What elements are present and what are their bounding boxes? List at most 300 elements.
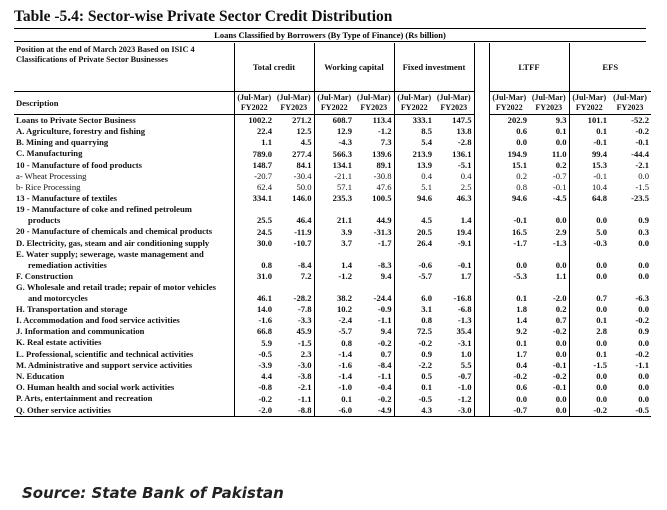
value-cell: 30.0 bbox=[256, 237, 272, 248]
value-cell: 66.8 bbox=[256, 326, 272, 337]
row-label-text: E. Water supply; sewerage, waste management and bbox=[16, 248, 204, 259]
value-cell: 46.1 bbox=[256, 292, 272, 303]
value-cell: -1.1 bbox=[635, 360, 649, 370]
value-cell: 1.1 bbox=[261, 137, 272, 148]
table-row bbox=[14, 405, 651, 417]
value-cell: -23.5 bbox=[631, 193, 649, 204]
value-cell: 13.8 bbox=[434, 126, 474, 137]
value-cell: 24.5 bbox=[256, 226, 272, 237]
value-cell: 31.0 bbox=[256, 270, 272, 281]
table-row bbox=[14, 326, 651, 337]
value-cell: -0.2 bbox=[418, 337, 432, 348]
value-cell: 0.0 bbox=[638, 393, 649, 404]
value-cell: 113.4 bbox=[354, 115, 394, 127]
value-cell: -6.8 bbox=[434, 304, 474, 315]
row-label-continuation: products bbox=[28, 215, 61, 226]
row-label-text: N. Education bbox=[16, 371, 65, 381]
value-cell: 94.6 bbox=[511, 193, 527, 204]
value-cell: -0.2 bbox=[529, 326, 569, 337]
value-cell: 0.8 bbox=[516, 182, 527, 193]
row-label-continuation: remediation activities bbox=[28, 259, 107, 270]
value-cell: 38.2 bbox=[336, 292, 352, 303]
value-cell: -0.2 bbox=[513, 371, 527, 382]
value-cell: 136.1 bbox=[434, 148, 474, 159]
value-cell: -1.3 bbox=[529, 238, 569, 249]
value-cell: 1.7 bbox=[434, 271, 474, 282]
row-label-text: F. Construction bbox=[16, 270, 73, 281]
value-cell: 0.0 bbox=[529, 204, 569, 226]
table-row bbox=[14, 182, 651, 193]
row-label bbox=[14, 326, 234, 337]
value-cell: -0.1 bbox=[434, 249, 474, 271]
value-cell: -24.4 bbox=[354, 282, 394, 304]
value-cell: 44.9 bbox=[354, 204, 394, 226]
description-header: Description bbox=[14, 92, 234, 115]
period-header: (Jul-Mar) FY2022 bbox=[314, 92, 354, 115]
value-cell: -0.2 bbox=[529, 371, 569, 382]
value-cell: 1.1 bbox=[529, 271, 569, 282]
row-label-text: H. Transportation and storage bbox=[16, 303, 128, 314]
value-cell: -1.3 bbox=[434, 315, 474, 326]
value-cell: 0.0 bbox=[596, 215, 607, 226]
table-row bbox=[14, 126, 651, 137]
value-cell: 213.9 bbox=[412, 148, 432, 159]
value-cell: -8.8 bbox=[274, 405, 314, 417]
value-cell: 0.0 bbox=[529, 405, 569, 417]
value-cell: -1.7 bbox=[354, 238, 394, 249]
value-cell: 14.0 bbox=[256, 304, 272, 315]
group-efs: EFS bbox=[569, 43, 651, 92]
value-cell: 7.3 bbox=[354, 137, 394, 148]
value-cell: -0.9 bbox=[354, 304, 394, 315]
value-cell: 6.0 bbox=[421, 292, 432, 303]
value-cell: -20.7 bbox=[254, 170, 272, 181]
value-cell: 15.1 bbox=[511, 159, 527, 170]
value-cell: 5.0 bbox=[596, 226, 607, 237]
value-cell: 0.0 bbox=[596, 371, 607, 382]
value-cell: 0.0 bbox=[529, 393, 569, 404]
table-row bbox=[14, 204, 651, 226]
row-label bbox=[14, 182, 234, 193]
table-row bbox=[14, 115, 651, 127]
value-cell: 57.1 bbox=[336, 182, 352, 193]
value-cell: -1.7 bbox=[513, 237, 527, 248]
value-cell: -11.9 bbox=[274, 226, 314, 237]
row-label-text: a- Wheat Processing bbox=[16, 170, 87, 181]
value-cell: -1.6 bbox=[258, 315, 272, 326]
value-cell: -4.3 bbox=[338, 137, 352, 148]
value-cell: 0.9 bbox=[638, 215, 649, 226]
value-cell: -4.5 bbox=[529, 193, 569, 204]
value-cell: -0.2 bbox=[635, 315, 649, 326]
value-cell: -0.1 bbox=[529, 382, 569, 393]
value-cell: 4.5 bbox=[274, 137, 314, 148]
value-cell: -1.1 bbox=[274, 393, 314, 404]
table-body bbox=[14, 115, 651, 417]
row-label bbox=[14, 304, 234, 315]
value-cell: -28.2 bbox=[274, 282, 314, 304]
value-cell: -1.2 bbox=[434, 393, 474, 404]
value-cell: 0.0 bbox=[638, 270, 649, 281]
value-cell: 194.9 bbox=[507, 148, 527, 159]
row-label-text: I. Accommodation and food service activities bbox=[16, 315, 180, 326]
row-label-text: 10 - Manufacture of food products bbox=[16, 159, 142, 170]
value-cell: 0.0 bbox=[529, 349, 569, 360]
value-cell: -0.1 bbox=[593, 170, 607, 181]
value-cell: -0.1 bbox=[529, 182, 569, 193]
value-cell: -3.0 bbox=[434, 405, 474, 417]
value-cell: 0.0 bbox=[516, 259, 527, 270]
value-cell: 0.1 bbox=[421, 382, 432, 393]
value-cell: 0.8 bbox=[341, 337, 352, 348]
value-cell: -1.5 bbox=[593, 360, 607, 370]
value-cell: -0.7 bbox=[489, 405, 529, 417]
value-cell: 0.0 bbox=[638, 382, 649, 393]
group-fixed-investment: Fixed investment bbox=[394, 43, 474, 92]
table-row bbox=[14, 349, 651, 360]
row-label-text: B. Mining and quarrying bbox=[16, 137, 109, 148]
value-cell: 25.5 bbox=[256, 215, 272, 226]
period-header: (Jul-Mar) FY2023 bbox=[274, 92, 314, 115]
row-label-text: P. Arts, entertainment and recreation bbox=[16, 393, 153, 404]
value-cell: -2.8 bbox=[434, 137, 474, 148]
period-header: (Jul-Mar) FY2022 bbox=[234, 92, 274, 115]
value-cell: 139.6 bbox=[354, 148, 394, 159]
value-cell: -0.7 bbox=[434, 371, 474, 382]
value-cell: -3.1 bbox=[434, 337, 474, 348]
value-cell: 100.5 bbox=[354, 193, 394, 204]
value-cell: 0.9 bbox=[638, 326, 649, 337]
value-cell: 0.7 bbox=[354, 349, 394, 360]
value-cell: 0.0 bbox=[516, 393, 527, 404]
value-cell: 202.9 bbox=[507, 115, 527, 125]
value-cell: 5.4 bbox=[421, 137, 432, 148]
value-cell: 0.1 bbox=[596, 348, 607, 359]
value-cell: -0.1 bbox=[513, 215, 527, 226]
value-cell: 20.5 bbox=[416, 226, 432, 237]
row-label bbox=[14, 371, 234, 382]
value-cell: -0.2 bbox=[258, 393, 272, 404]
value-cell: 0.0 bbox=[529, 137, 569, 148]
value-cell: -3.8 bbox=[274, 371, 314, 382]
value-cell: 0.2 bbox=[516, 170, 527, 181]
value-cell: -1.5 bbox=[274, 337, 314, 348]
value-cell: 146.0 bbox=[274, 193, 314, 204]
table-row bbox=[14, 393, 651, 404]
table-row bbox=[14, 337, 651, 348]
value-cell: 2.5 bbox=[434, 182, 474, 193]
table-row bbox=[14, 238, 651, 249]
value-cell: -6.0 bbox=[314, 405, 354, 417]
value-cell: 45.9 bbox=[274, 326, 314, 337]
value-cell: 0.0 bbox=[596, 382, 607, 393]
value-cell: -3.3 bbox=[274, 315, 314, 326]
value-cell: 0.0 bbox=[596, 393, 607, 404]
group-working-capital: Working capital bbox=[314, 43, 394, 92]
row-label-continuation: and motorcycles bbox=[28, 292, 88, 303]
value-cell: -0.1 bbox=[593, 137, 607, 148]
row-label bbox=[14, 148, 234, 159]
row-label bbox=[14, 382, 234, 393]
value-cell: 333.1 bbox=[412, 115, 432, 125]
row-label bbox=[14, 337, 234, 348]
value-cell: -0.2 bbox=[354, 337, 394, 348]
row-label-text: L. Professional, scientific and technical activities bbox=[16, 348, 194, 359]
value-cell: -44.4 bbox=[631, 148, 649, 159]
row-label bbox=[14, 349, 234, 360]
value-cell: 0.8 bbox=[421, 315, 432, 326]
row-label-text: G. Wholesale and retail trade; repair of motor vehicles bbox=[16, 281, 216, 292]
row-label bbox=[14, 271, 234, 282]
value-cell: -0.3 bbox=[593, 237, 607, 248]
value-cell: 26.4 bbox=[416, 237, 432, 248]
value-cell: -1.1 bbox=[354, 371, 394, 382]
value-cell: 10.4 bbox=[591, 182, 607, 193]
value-cell: -0.5 bbox=[258, 348, 272, 359]
value-cell: 1.4 bbox=[434, 204, 474, 226]
value-cell: 35.4 bbox=[434, 326, 474, 337]
value-cell: 12.9 bbox=[336, 126, 352, 137]
value-cell: 5.1 bbox=[421, 182, 432, 193]
value-cell: 99.4 bbox=[591, 148, 607, 159]
value-cell: 0.0 bbox=[516, 137, 527, 148]
value-cell: 5.9 bbox=[261, 337, 272, 348]
value-cell: 0.1 bbox=[596, 315, 607, 326]
value-cell: 0.0 bbox=[638, 337, 649, 348]
table-row bbox=[14, 315, 651, 326]
value-cell: 0.4 bbox=[434, 171, 474, 182]
value-cell: 16.5 bbox=[511, 226, 527, 237]
value-cell: 19.4 bbox=[434, 226, 474, 237]
value-cell: -4.9 bbox=[354, 405, 394, 417]
value-cell: 1.4 bbox=[516, 315, 527, 326]
value-cell: 0.0 bbox=[596, 304, 607, 315]
row-label-text: Loans to Private Sector Business bbox=[16, 115, 136, 125]
row-label-text: M. Administrative and support service activities bbox=[16, 359, 193, 370]
value-cell: -5.7 bbox=[418, 270, 432, 281]
period-header: (Jul-Mar) FY2023 bbox=[609, 92, 651, 115]
value-cell: 789.0 bbox=[252, 148, 272, 159]
value-cell: 147.5 bbox=[434, 115, 474, 127]
value-cell: 8.5 bbox=[421, 126, 432, 137]
value-cell: -8.3 bbox=[354, 249, 394, 271]
period-header: (Jul-Mar) FY2023 bbox=[529, 92, 569, 115]
value-cell: 0.0 bbox=[596, 337, 607, 348]
value-cell: 0.0 bbox=[529, 337, 569, 348]
value-cell: 13.9 bbox=[416, 159, 432, 170]
value-cell: 9.4 bbox=[354, 326, 394, 337]
value-cell: 3.9 bbox=[341, 226, 352, 237]
value-cell: 566.3 bbox=[332, 148, 352, 159]
value-cell: 0.0 bbox=[638, 237, 649, 248]
row-label bbox=[14, 249, 234, 271]
value-cell: 608.7 bbox=[332, 115, 352, 125]
row-label bbox=[14, 193, 234, 204]
row-label bbox=[14, 405, 234, 417]
row-label-text: b- Rice Processing bbox=[16, 181, 81, 192]
value-cell: -0.1 bbox=[635, 137, 649, 148]
value-cell: 11.0 bbox=[529, 148, 569, 159]
value-cell: -3.0 bbox=[274, 360, 314, 371]
table-row bbox=[14, 304, 651, 315]
value-cell: -5.7 bbox=[338, 326, 352, 337]
table-row bbox=[14, 371, 651, 382]
value-cell: 72.5 bbox=[416, 326, 432, 337]
value-cell: 50.0 bbox=[274, 182, 314, 193]
value-cell: 0.7 bbox=[529, 315, 569, 326]
source-note: Source: State Bank of Pakistan bbox=[22, 484, 284, 502]
row-label-text: 13 - Manufacture of textiles bbox=[16, 193, 118, 204]
value-cell: -0.5 bbox=[418, 393, 432, 404]
value-cell: 1.4 bbox=[341, 259, 352, 270]
value-cell: 47.6 bbox=[354, 182, 394, 193]
value-cell: 1.7 bbox=[516, 348, 527, 359]
value-cell: 0.6 bbox=[516, 382, 527, 393]
value-cell: 0.1 bbox=[341, 393, 352, 404]
value-cell: 0.5 bbox=[421, 371, 432, 382]
group-ltff: LTFF bbox=[489, 43, 569, 92]
row-label bbox=[14, 282, 234, 304]
row-label bbox=[14, 115, 234, 127]
value-cell: 1.8 bbox=[516, 304, 527, 315]
value-cell: 4.3 bbox=[394, 405, 434, 417]
value-cell: -5.1 bbox=[434, 160, 474, 171]
value-cell: 0.0 bbox=[638, 371, 649, 382]
value-cell: -2.1 bbox=[635, 159, 649, 170]
value-cell: 10.2 bbox=[336, 304, 352, 315]
value-cell: 334.1 bbox=[252, 193, 272, 204]
value-cell: -0.2 bbox=[635, 348, 649, 359]
value-cell: -21.1 bbox=[334, 170, 352, 181]
value-cell: 101.1 bbox=[587, 115, 607, 125]
row-label bbox=[14, 360, 234, 371]
value-cell: -1.4 bbox=[338, 348, 352, 359]
table-row bbox=[14, 148, 651, 159]
table-title: Table -5.4: Sector-wise Private Sector Credit Distribution bbox=[14, 8, 393, 25]
period-header: (Jul-Mar) FY2022 bbox=[394, 92, 434, 115]
period-header: (Jul-Mar) FY2023 bbox=[434, 92, 474, 115]
row-label bbox=[14, 238, 234, 249]
row-label-text: D. Electricity, gas, steam and air conditioning supply bbox=[16, 237, 210, 248]
value-cell: 0.8 bbox=[261, 259, 272, 270]
value-cell: 235.3 bbox=[332, 193, 352, 204]
value-cell: 0.1 bbox=[596, 126, 607, 137]
value-cell: 0.3 bbox=[638, 226, 649, 237]
value-cell: 0.0 bbox=[529, 249, 569, 271]
value-cell: 46.3 bbox=[434, 193, 474, 204]
value-cell: 21.1 bbox=[336, 215, 352, 226]
value-cell: -52.2 bbox=[631, 115, 649, 125]
value-cell: -0.8 bbox=[258, 382, 272, 393]
row-label-text: O. Human health and social work activities bbox=[16, 382, 175, 393]
value-cell: 84.1 bbox=[274, 160, 314, 171]
position-header: Position at the end of March 2023 Based on ISIC 4 Classifications of Private Sector Businesses bbox=[14, 43, 234, 92]
row-label bbox=[14, 393, 234, 404]
value-cell: 3.1 bbox=[421, 304, 432, 315]
value-cell: 2.9 bbox=[529, 226, 569, 237]
value-cell: 0.6 bbox=[516, 126, 527, 137]
table-row bbox=[14, 160, 651, 171]
value-cell: -5.3 bbox=[513, 270, 527, 281]
value-cell: 22.4 bbox=[256, 126, 272, 137]
row-label bbox=[14, 204, 234, 226]
value-cell: 0.0 bbox=[638, 259, 649, 270]
value-cell: 7.2 bbox=[274, 271, 314, 282]
value-cell: 46.4 bbox=[274, 204, 314, 226]
value-cell: -2.1 bbox=[274, 382, 314, 393]
row-label bbox=[14, 160, 234, 171]
row-label-text: 20 - Manufacture of chemicals and chemical products bbox=[16, 226, 213, 237]
value-cell: -3.9 bbox=[258, 360, 272, 370]
credit-table bbox=[14, 43, 651, 417]
value-cell: -1.0 bbox=[338, 382, 352, 393]
value-cell: -9.1 bbox=[434, 238, 474, 249]
value-cell: -6.3 bbox=[635, 292, 649, 303]
period-header: (Jul-Mar) FY2022 bbox=[489, 92, 529, 115]
value-cell: 9.4 bbox=[354, 271, 394, 282]
row-label-text: J. Information and communication bbox=[16, 326, 145, 337]
value-cell: 0.4 bbox=[516, 360, 527, 370]
value-cell: -1.2 bbox=[338, 270, 352, 281]
value-cell: 2.3 bbox=[274, 349, 314, 360]
value-cell: -1.0 bbox=[434, 382, 474, 393]
value-cell: -1.5 bbox=[635, 182, 649, 193]
period-header: (Jul-Mar) FY2022 bbox=[569, 92, 609, 115]
table-row bbox=[14, 171, 651, 182]
row-label bbox=[14, 126, 234, 137]
value-cell: -2.2 bbox=[418, 360, 432, 370]
value-cell: -0.1 bbox=[529, 360, 569, 371]
row-label bbox=[14, 171, 234, 182]
value-cell: -0.4 bbox=[354, 382, 394, 393]
value-cell: 1.0 bbox=[434, 349, 474, 360]
value-cell: -2.4 bbox=[338, 315, 352, 326]
value-cell: 62.4 bbox=[256, 182, 272, 193]
table-subtitle: Loans Classified by Borrowers (By Type of Finance) (Rs billion) bbox=[14, 28, 646, 42]
value-cell: 2.8 bbox=[596, 326, 607, 337]
value-cell: 4.5 bbox=[421, 215, 432, 226]
table-row bbox=[14, 282, 651, 304]
row-label bbox=[14, 226, 234, 237]
value-cell: -0.5 bbox=[609, 405, 651, 417]
table-row bbox=[14, 249, 651, 271]
period-header: (Jul-Mar) FY2023 bbox=[354, 92, 394, 115]
value-cell: -30.8 bbox=[354, 171, 394, 182]
value-cell: -7.8 bbox=[274, 304, 314, 315]
value-cell: 134.1 bbox=[332, 159, 352, 170]
row-label-text: Q. Other service activities bbox=[16, 404, 111, 415]
value-cell: -0.6 bbox=[418, 259, 432, 270]
value-cell: 9.2 bbox=[516, 326, 527, 337]
value-cell: 3.7 bbox=[341, 237, 352, 248]
value-cell: 15.3 bbox=[591, 159, 607, 170]
value-cell: 0.9 bbox=[421, 348, 432, 359]
value-cell: 0.0 bbox=[638, 170, 649, 181]
value-cell: 12.5 bbox=[274, 126, 314, 137]
value-cell: 277.4 bbox=[274, 148, 314, 159]
value-cell: 271.2 bbox=[274, 115, 314, 127]
value-cell: -0.7 bbox=[529, 171, 569, 182]
value-cell: -8.4 bbox=[274, 249, 314, 271]
value-cell: 0.1 bbox=[516, 292, 527, 303]
value-cell: -1.6 bbox=[338, 360, 352, 370]
table-row bbox=[14, 226, 651, 237]
value-cell: -16.8 bbox=[434, 282, 474, 304]
value-cell: -1.1 bbox=[354, 315, 394, 326]
value-cell: -2.0 bbox=[529, 282, 569, 304]
row-label-text: C. Manufacturing bbox=[16, 148, 83, 159]
row-label-text: 19 - Manufacture of coke and refined petroleum bbox=[16, 204, 192, 215]
